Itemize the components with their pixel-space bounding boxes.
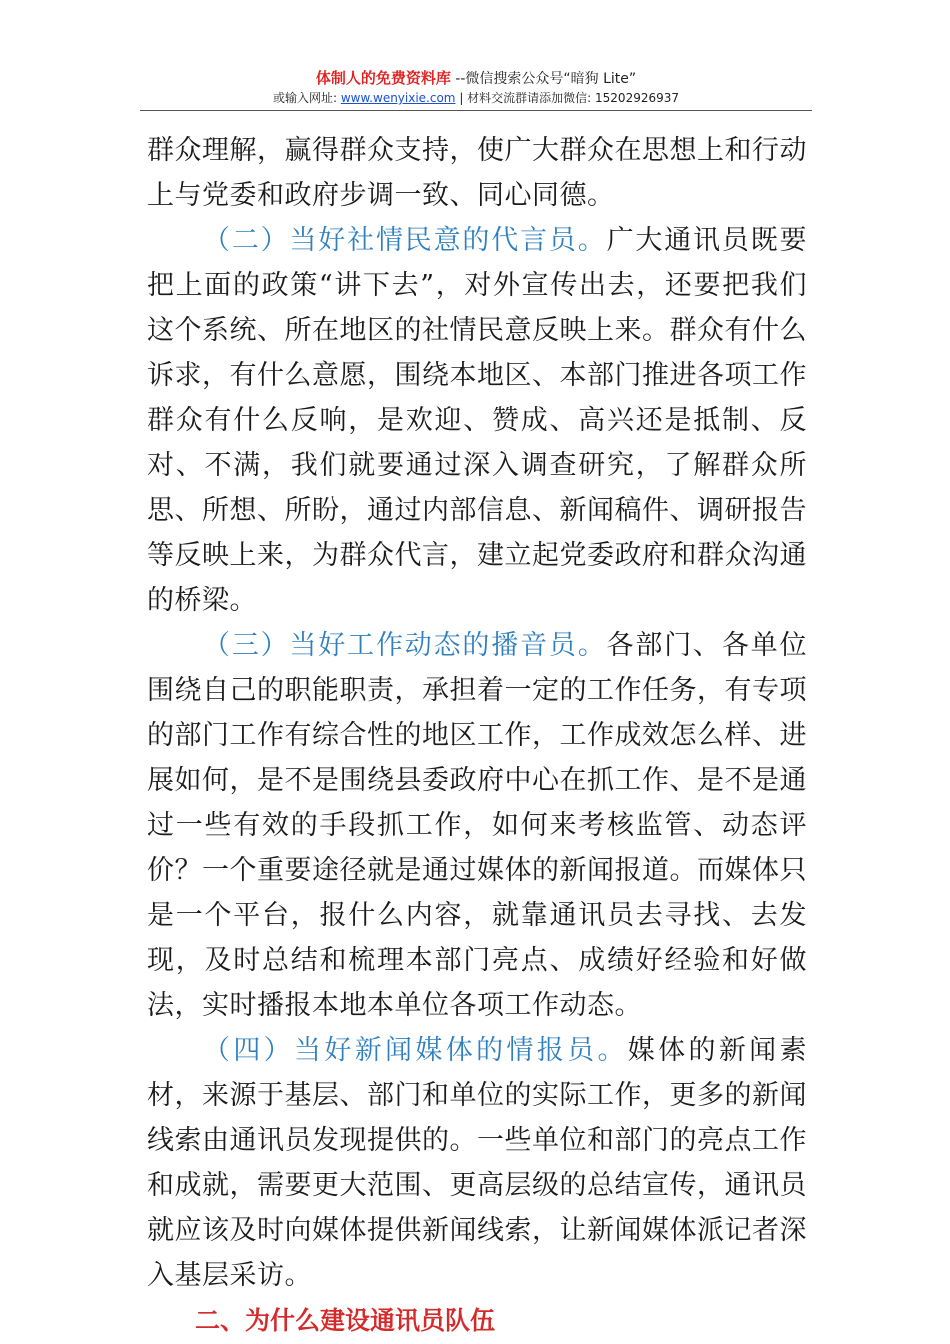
subheading-4: （四）当好新闻媒体的情报员。: [203, 1035, 628, 1066]
section-heading: 二、为什么建设通讯员队伍: [195, 1306, 496, 1335]
header-tagline: --微信搜索公众号“暗狗 Lite”: [450, 71, 637, 87]
paragraph-3: [147, 623, 807, 1028]
header-line-1: [140, 68, 812, 89]
url-prefix: 或输入网址:: [272, 91, 341, 105]
website-link[interactable]: www.wenyixie.com: [340, 91, 456, 105]
document-body: [147, 128, 807, 1344]
page-header: [140, 68, 812, 107]
contact-info: | 材料交流群请添加微信: 15202926937: [455, 91, 680, 105]
paragraph-4: [147, 1028, 807, 1298]
header-line-2: [140, 89, 812, 107]
subheading-3: （三）当好工作动态的播音员。: [203, 630, 607, 661]
header-divider: [140, 110, 812, 111]
paragraph-2: [147, 218, 807, 623]
paragraph-1: 群众理解，赢得群众支持，使广大群众在思想上和行动上与党委和政府步调一致、同心同德。: [147, 135, 807, 211]
brand-title: 体制人的免费资料库: [315, 69, 451, 87]
subheading-2: （二）当好社情民意的代言员。: [203, 225, 607, 256]
paragraph-4-text: 媒体的新闻素材，来源于基层、部门和单位的实际工作，更多的新闻线索由通讯员发现提供的。一些单位和部门的亮点工作和成就，需要更大范围、更高层级的总结宣传，通讯员就应该及时向媒体提供新闻线索，让新闻媒体派记者深入基层采访。: [147, 1035, 808, 1291]
paragraph-2-text: 广大通讯员既要把上面的政策“讲下去”，对外宣传出去，还要把我们这个系统、所在地区的社情民意反映上来。群众有什么诉求，有什么意愿，围绕本地区、本部门推进各项工作群众有什么反响，是欢迎、赞成、高兴还是抵制、反对、不满，我们就要通过深入调查研究，了解群众所思、所想、所盼，通过内部信息、新闻稿件、调研报告等反映上来，为群众代言，建立起党委政府和群众沟通的桥梁。: [147, 225, 808, 616]
paragraph-3-text: 各部门、各单位围绕自己的职能职责，承担着一定的工作任务，有专项的部门工作有综合性的地区工作，工作成效怎么样、进展如何，是不是围绕县委政府中心在抓工作、是不是通过一些有效的手段抓工作，如何来考核监管、动态评价？一个重要途径就是通过媒体的新闻报道。而媒体只是一个平台，报什么内容，就靠通讯员去寻找、去发现，及时总结和梳理本部门亮点、成绩好经验和好做法，实时播报本地本单位各项工作动态。: [147, 630, 808, 1021]
